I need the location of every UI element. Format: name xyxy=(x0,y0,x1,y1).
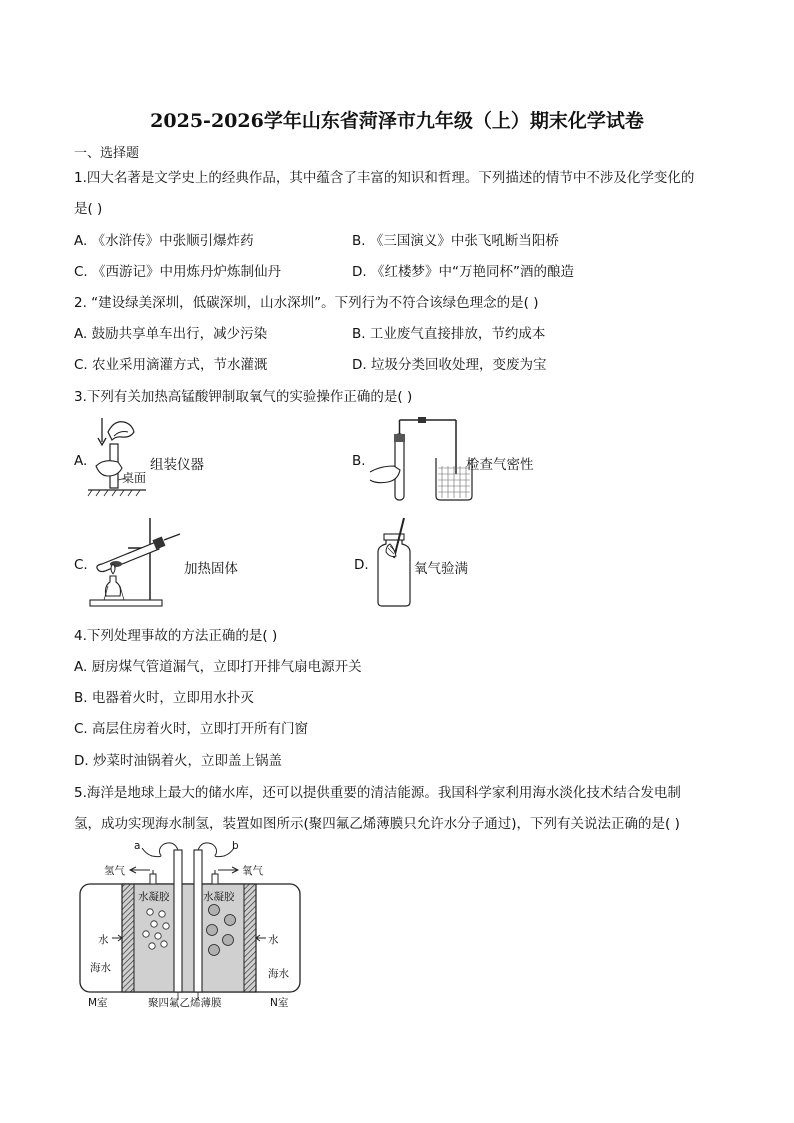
q2-option-c: C. 农业采用滴灌方式，节水灌溉 xyxy=(74,357,268,373)
exam-title: 2025-2026学年山东省菏泽市九年级（上）期末化学试卷 xyxy=(150,110,644,132)
q5-fig-seawater-right: 海水 xyxy=(268,968,289,980)
q5-fig-label-a: a xyxy=(134,840,141,852)
q2-option-b: B. 工业废气直接排放，节约成本 xyxy=(352,326,546,342)
q5-fig-gel-left: 水凝胶 xyxy=(138,891,170,903)
q3-option-d-label: 氧气验满 xyxy=(414,561,468,577)
q4-option-a: A. 厨房煤气管道漏气，立即打开排气扇电源开关 xyxy=(74,659,362,675)
q2-option-a: A. 鼓励共享单车出行，减少污染 xyxy=(74,326,268,342)
q3-a-desk-label: 桌面 xyxy=(122,471,147,485)
q1-option-b: B. 《三国演义》中张飞吼断当阳桥 xyxy=(352,233,559,249)
q3-option-a-letter: A. xyxy=(74,453,88,469)
q5-fig-room-n: N室 xyxy=(270,997,289,1009)
q5-fig-seawater-left: 海水 xyxy=(90,962,111,974)
q5-stem-line2: 氢，成功实现海水制氢，装置如图所示(聚四氟乙烯薄膜只允许水分子通过)，下列有关说法正确的是( ) xyxy=(74,816,680,832)
q3-option-c-letter: C. xyxy=(74,557,88,573)
q3-option-a-label: 组装仪器 xyxy=(150,457,204,473)
q4-stem: 4.下列处理事故的方法正确的是( ) xyxy=(74,628,278,644)
q3-stem: 3.下列有关加热高锰酸钾制取氧气的实验操作正确的是( ) xyxy=(74,389,413,405)
q4-option-d: D. 炒菜时油锅着火，立即盖上锅盖 xyxy=(74,753,282,769)
q3-option-c-label: 加热固体 xyxy=(184,561,238,577)
q5-fig-water-right: 水 xyxy=(268,934,279,946)
q3-b-airtightness-figure xyxy=(366,416,466,504)
q2-option-d: D. 垃圾分类回收处理，变废为宝 xyxy=(352,357,547,373)
q5-fig-water-left: 水 xyxy=(98,934,109,946)
q1-option-d: D. 《红楼梦》中“万艳同杯”酒的酿造 xyxy=(352,264,574,280)
q1-option-a: A. 《水浒传》中张顺引爆炸药 xyxy=(74,233,254,249)
q3-a-assembly-figure xyxy=(86,414,150,500)
q3-option-b-label: 检查气密性 xyxy=(466,457,534,473)
q1-stem-line1: 1.四大名著是文学史上的经典作品，其中蕴含了丰富的知识和哲理。下列描述的情节中不涉及化学变化的 xyxy=(74,170,695,186)
q5-fig-membrane-label: 聚四氟乙烯薄膜 xyxy=(148,997,222,1009)
q1-stem-line2: 是( ) xyxy=(74,201,103,217)
q3-c-heating-figure xyxy=(88,516,184,608)
q2-stem: 2. “建设绿美深圳，低碳深圳，山水深圳”。下列行为不符合该绿色理念的是( ) xyxy=(74,295,539,311)
q5-fig-label-b: b xyxy=(232,840,239,852)
q5-fig-gel-right: 水凝胶 xyxy=(203,891,235,903)
q1-option-c: C. 《西游记》中用炼丹炉炼制仙丹 xyxy=(74,264,282,280)
q3-option-d-letter: D. xyxy=(354,557,369,573)
q3-option-b-letter: B. xyxy=(352,453,366,469)
q5-fig-room-m: M室 xyxy=(88,997,108,1009)
q5-fig-hydrogen: 氢气 xyxy=(104,865,125,877)
q4-option-c: C. 高层住房着火时，立即打开所有门窗 xyxy=(74,721,309,737)
q3-d-oxygen-full-figure xyxy=(372,516,416,608)
q4-option-b: B. 电器着火时，立即用水扑灭 xyxy=(74,690,254,706)
q5-fig-oxygen: 氧气 xyxy=(242,865,263,877)
q5-stem-line1: 5.海洋是地球上最大的储水库，还可以提供重要的清洁能源。我国科学家利用海水淡化技术结合发电制 xyxy=(74,785,681,801)
section-heading: 一、选择题 xyxy=(74,146,140,161)
